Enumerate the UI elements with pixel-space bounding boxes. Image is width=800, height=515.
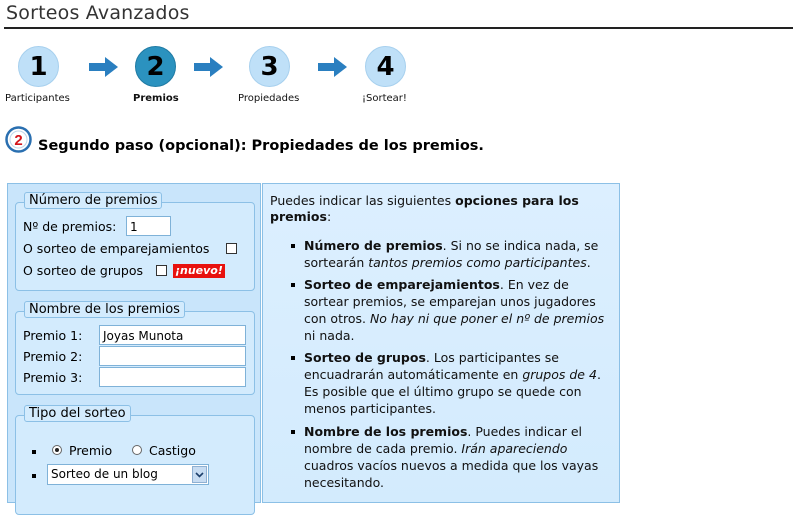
chevron-down-icon[interactable] xyxy=(192,466,207,483)
tipo-sorteo-select-value: Sorteo de un blog xyxy=(51,467,158,481)
step-2-badge-icon xyxy=(5,126,32,153)
bullet xyxy=(32,474,36,478)
step-4-label[interactable]: ¡Sortear! xyxy=(362,93,407,104)
step-4-number: 4 xyxy=(376,51,395,82)
tipo-sorteo-group xyxy=(15,415,255,515)
grupos-label: O sorteo de grupos xyxy=(23,263,144,278)
step-1-number: 1 xyxy=(29,51,48,82)
help-item-numero xyxy=(304,237,598,271)
help-item-text: necesitando. xyxy=(304,475,384,490)
page-title: Sorteos Avanzados xyxy=(6,2,190,24)
emparejamientos-label: O sorteo de emparejamientos xyxy=(23,241,210,256)
help-panel xyxy=(262,183,620,503)
section-heading: Segundo paso (opcional): Propiedades de los premios. xyxy=(38,138,484,154)
help-item-text: . Los participantes se xyxy=(425,350,559,365)
help-item-italic: tantos premios como participantes xyxy=(368,255,587,270)
castigo-radio[interactable] xyxy=(132,445,142,455)
bullet xyxy=(32,450,36,454)
title-divider xyxy=(4,27,793,29)
tipo-sorteo-legend: Tipo del sorteo xyxy=(24,405,131,422)
help-intro-2 xyxy=(270,208,331,225)
prize-count-label: Nº de premios: xyxy=(23,219,117,234)
help-item-text: . En vez de xyxy=(499,277,569,292)
options-form-panel xyxy=(7,183,261,503)
bullet xyxy=(291,430,295,434)
step-4-circle[interactable] xyxy=(365,46,406,87)
step-1-label[interactable]: Participantes xyxy=(5,93,70,104)
help-item-text: sortear premios, se emparejan unos jugadores xyxy=(304,294,596,309)
step-2-label[interactable]: Premios xyxy=(133,93,179,104)
premio-radio[interactable] xyxy=(52,445,62,455)
help-item-title: Sorteo de grupos xyxy=(304,350,426,365)
step-1-circle[interactable] xyxy=(18,46,59,87)
step-2-number: 2 xyxy=(146,51,165,82)
help-item-text: encuadrarán automáticamente en xyxy=(304,367,523,382)
prize-2-input[interactable] xyxy=(99,346,246,366)
arrow-right-icon xyxy=(194,57,224,77)
step-2-badge-number: 2 xyxy=(14,132,23,149)
help-item-italic: No hay ni que poner el nº de premios xyxy=(369,311,605,326)
nombres-premios-group xyxy=(15,311,255,395)
help-intro-text: Puedes indicar las siguientes xyxy=(270,193,456,208)
prize-1-input[interactable]: Joyas Munota xyxy=(99,325,246,345)
step-3-circle[interactable] xyxy=(249,46,290,87)
help-item-text: . xyxy=(596,367,601,382)
help-item-text: con otros. xyxy=(304,311,370,326)
help-item-text: sortearán xyxy=(304,255,369,270)
step-2-circle[interactable] xyxy=(135,46,176,87)
help-item-text: menos participantes. xyxy=(304,401,436,416)
prize-1-label: Premio 1: xyxy=(23,328,83,343)
numero-premios-legend: Número de premios xyxy=(24,192,162,209)
emparejamientos-checkbox[interactable] xyxy=(226,243,237,254)
premio-radio-label[interactable]: Premio xyxy=(69,443,113,458)
bullet xyxy=(291,283,295,287)
help-item-italic: Irán apareciendo xyxy=(461,441,568,456)
nuevo-badge: ¡nuevo! xyxy=(175,264,223,277)
help-item-title: Sorteo de emparejamientos xyxy=(304,277,500,292)
help-item-italic: grupos de 4 xyxy=(522,367,597,382)
help-item-text: nombre de cada premio. xyxy=(304,441,462,456)
arrow-right-icon xyxy=(318,57,348,77)
help-item-text: ni nada. xyxy=(304,328,355,343)
help-item-text: . Si no se indica nada, se xyxy=(442,238,599,253)
help-item-title: Nombre de los premios xyxy=(304,424,468,439)
prize-count-input[interactable]: 1 xyxy=(126,216,171,236)
help-item-emparejamientos xyxy=(304,276,604,344)
tipo-sorteo-select[interactable] xyxy=(47,464,209,485)
step-3-label[interactable]: Propiedades xyxy=(238,93,300,104)
bullet xyxy=(291,356,295,360)
bullet xyxy=(291,244,295,248)
help-intro-bold-2: premios xyxy=(270,209,327,224)
help-item-text: cuadros vacíos nuevos a medida que los vayas xyxy=(304,458,599,473)
help-item-grupos xyxy=(304,349,601,417)
prize-3-input[interactable] xyxy=(99,367,246,387)
numero-premios-group xyxy=(15,202,255,291)
help-item-text: . xyxy=(586,255,591,270)
help-item-text: . Puedes indicar el xyxy=(467,424,582,439)
nombres-premios-legend: Nombre de los premios xyxy=(24,301,185,318)
help-intro-bold: opciones para los xyxy=(455,193,579,208)
help-intro-colon: : xyxy=(326,209,332,224)
prize-2-label: Premio 2: xyxy=(23,349,83,364)
step-3-number: 3 xyxy=(260,51,279,82)
help-item-title: Número de premios xyxy=(304,238,443,253)
prize-3-label: Premio 3: xyxy=(23,370,83,385)
castigo-radio-label[interactable]: Castigo xyxy=(149,443,196,458)
help-item-text: Es posible que el último grupo se quede con xyxy=(304,384,582,399)
grupos-checkbox[interactable] xyxy=(156,265,167,276)
help-item-nombres xyxy=(304,423,598,491)
arrow-right-icon xyxy=(89,57,119,77)
help-intro xyxy=(270,192,579,209)
